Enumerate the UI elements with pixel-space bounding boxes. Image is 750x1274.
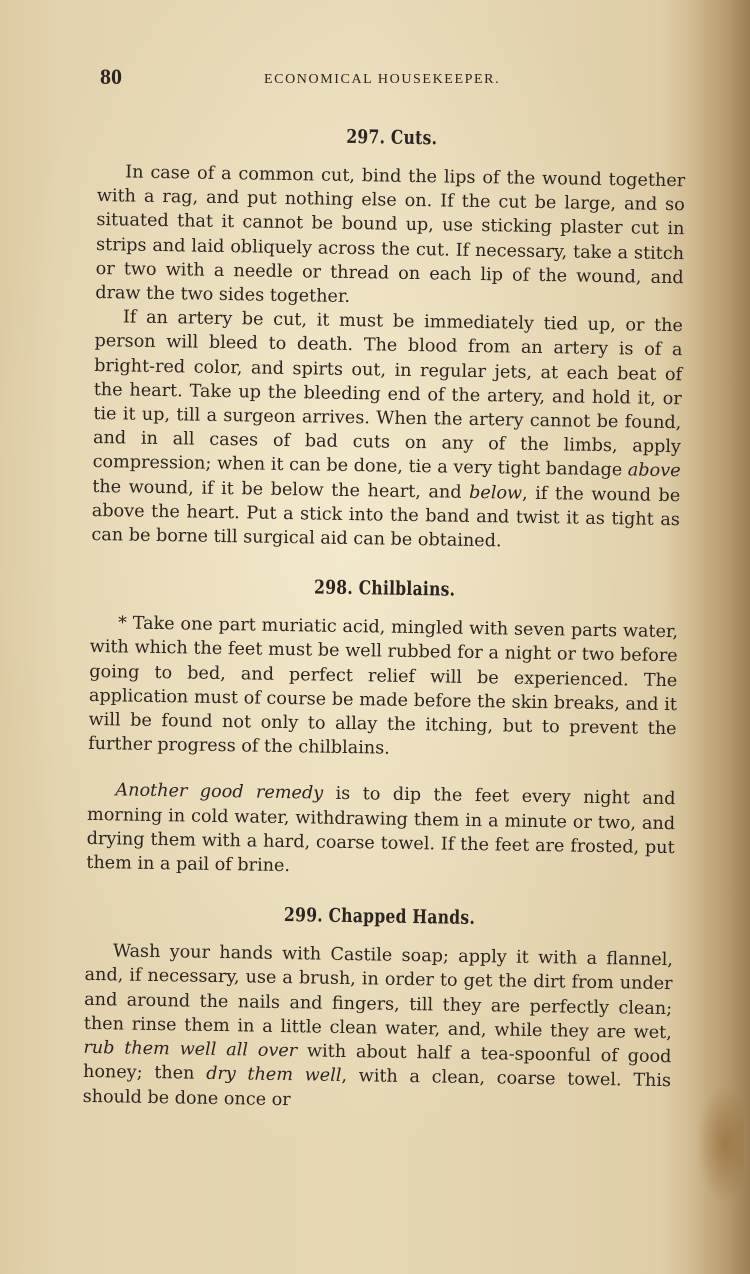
paragraph: If an artery be cut, it must be immediately tied up, or the person will bleed to death. The blood from an artery is of a bright-red color, and spirts out, in regular jets, at each beat of the heart. Take up the bleeding end of the artery, and hold it, or tie it up, till a surgeon arrives. When the artery cannot be found, and in all cases of bad cuts on any of the limbs, apply compression; when it can be done, tie a very tight bandage above the wound, if it be below the heart, and below, if the wound be above the heart. Put a stick into the band and twist it as tight as can be borne till surgical aid can be obtained. bbox=[91, 307, 684, 552]
italic-text: above bbox=[627, 460, 681, 482]
section-chilblains bbox=[86, 573, 679, 884]
section-title: 299. Chapped Hands. bbox=[283, 904, 476, 930]
italic-text: rub them well all over bbox=[83, 1037, 298, 1062]
page-number: 80 bbox=[100, 64, 122, 89]
section-title: 298. Chilblains. bbox=[313, 576, 456, 601]
running-head bbox=[100, 64, 700, 94]
book-title: ECONOMICAL HOUSEKEEPER. bbox=[264, 72, 501, 87]
italic-text: Another good remedy bbox=[115, 780, 324, 805]
italic-text: dry them well bbox=[206, 1064, 342, 1087]
page-stain bbox=[696, 1084, 744, 1204]
section-cuts bbox=[91, 122, 686, 556]
paragraph: * Take one part muriatic acid, mingled with seven parts water, with which the feet must be well rubbed for a night or two before going to bed, and perfect relief will be experienced. The application must of course be made before the skin breaks, and it will be found not only to allay the itching, but to prevent the further progress of the chilblains. bbox=[88, 613, 679, 759]
section-chapped-hands bbox=[83, 901, 674, 1118]
italic-text: below bbox=[468, 482, 523, 504]
paragraph: Another good remedy is to dip the feet every night and morning in cold water, withdrawing them in a minute or two, and drying them with a hard, coarse towel. If the feet are frosted, put them in a pail of brine. bbox=[86, 780, 676, 877]
page-content bbox=[82, 122, 686, 1144]
paragraph: In case of a common cut, bind the lips of the wound together with a rag, and put nothing else on. If the cut be large, and so situated that it cannot be bound up, use sticking plaster cut in strips and laid obliquely across the cut. If necessary, take a stitch or two with a needle or thread on each lip of the wound, and draw the two sides together. bbox=[95, 162, 686, 307]
section-title: 297. Cuts. bbox=[346, 125, 438, 150]
paragraph: Wash your hands with Castile soap; apply it with a flannel, and, if necessary, use a brush, in order to get the dirt from under and around the nails and fingers, till they are perfectly clean; then rinse them in a little clean water, and, while they are wet, rub them well all over with about half a tea-spoonful of good honey; then dry them well, with a clean, coarse towel. This should be done once or bbox=[82, 941, 674, 1110]
